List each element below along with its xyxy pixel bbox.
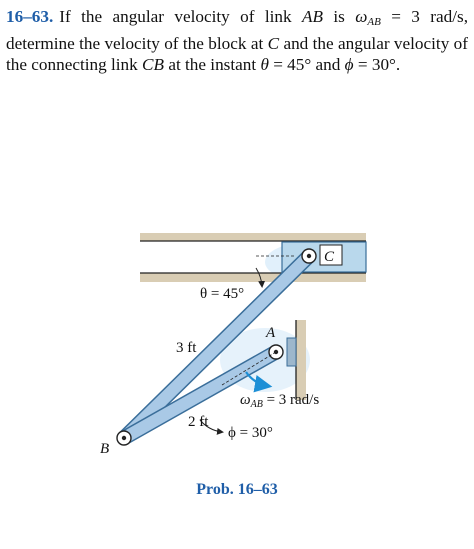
problem-text: and the angular velocity of the connecting link (6, 34, 468, 74)
upper-ground (140, 233, 366, 241)
label-phi: ϕ = 30° (228, 425, 273, 441)
problem-text: AB (367, 16, 381, 28)
problem-text: at the instant (164, 55, 261, 74)
pin-b-center (122, 436, 126, 440)
problem-text: CB (142, 55, 165, 74)
label-b: B (100, 441, 110, 457)
problem-text: = 30°. (353, 55, 401, 74)
problem-number: 16–63. (6, 7, 54, 26)
label-theta: θ = 45° (200, 286, 245, 302)
label-omega: $\omega_{AB} = 3$ rad/s (240, 392, 320, 410)
problem-text: If the angular velocity of link (59, 7, 302, 26)
label-length-ab: 2 ft (188, 414, 209, 430)
bracket-a (287, 338, 296, 366)
problem-text: AB (302, 7, 323, 26)
lower-ground (140, 273, 366, 282)
pin-c-center (307, 254, 311, 258)
problem-text: ω (355, 7, 368, 26)
problem-text: ϕ (344, 55, 354, 74)
wall-a (296, 320, 306, 400)
label-a: A (266, 325, 276, 341)
problem-text: = 3 rad/s, determine the velocity of the block at (6, 7, 469, 53)
label-length-cb: 3 ft (176, 340, 197, 356)
problem-text: θ (260, 55, 269, 74)
problem-text: C (267, 34, 280, 53)
label-c: C (324, 249, 335, 265)
figure-caption: Prob. 16–63 (196, 481, 278, 498)
problem-text: = 45° and (268, 55, 345, 74)
problem-text: is (323, 7, 356, 26)
